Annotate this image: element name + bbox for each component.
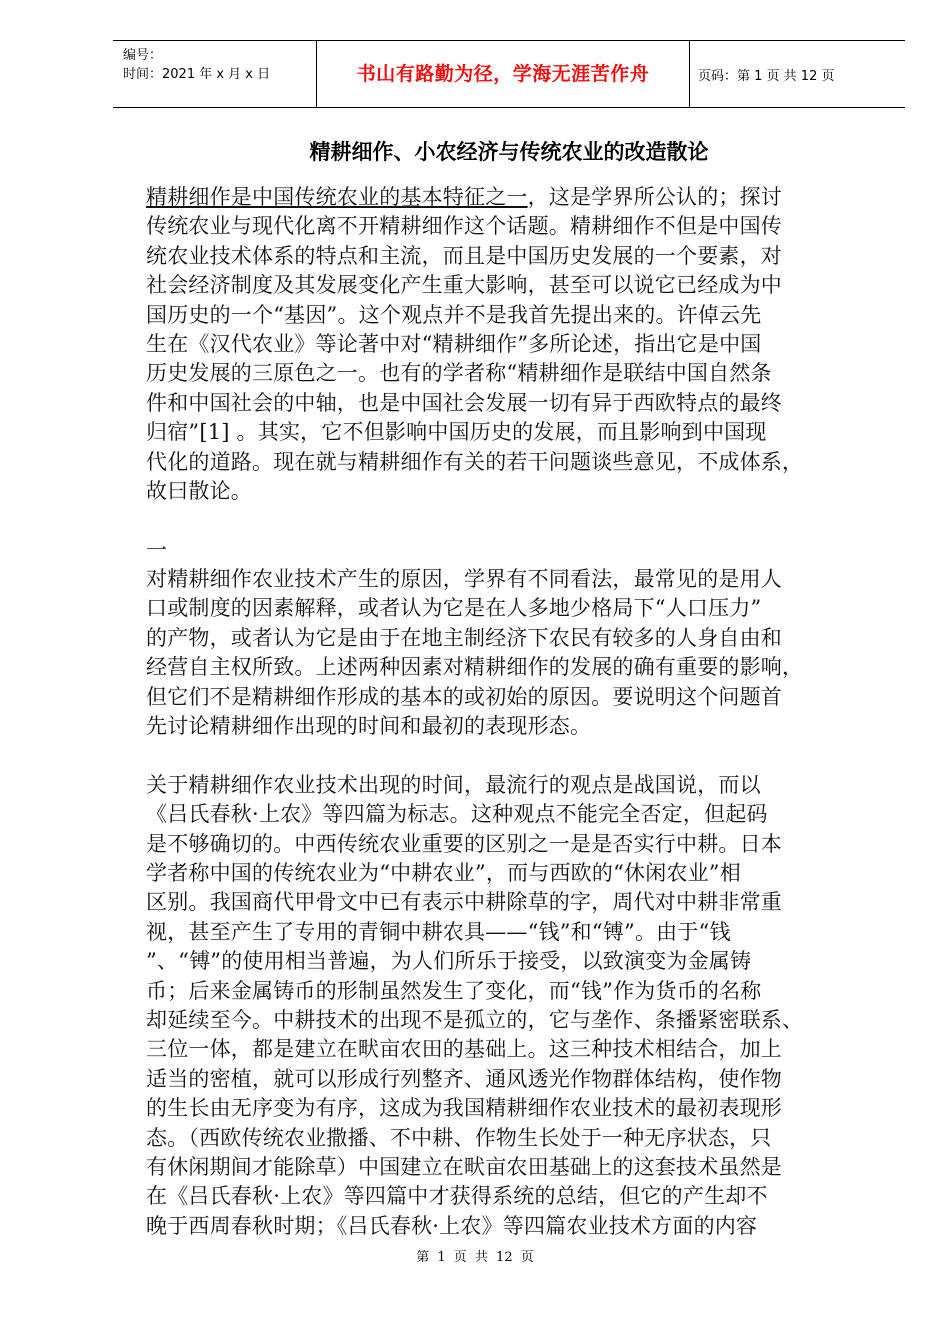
paragraph-3-line: 适当的密植，就可以形成行列整齐、通风透光作物群体结构，使作物 <box>146 1066 782 1091</box>
document-date-label: 时间：2021 年 x 月 x 日 <box>123 67 271 82</box>
paragraph-3-line: 态。（西欧传统农业撒播、不中耕、作物生长处于一种无序状态，只 <box>146 1125 772 1150</box>
paragraph-1-line <box>146 183 866 212</box>
paragraph-1-line: 归宿”[1] 。其实，它不但影响中国历史的发展，而且影响到中国现 <box>146 420 767 445</box>
document-number-label: 编号： <box>123 48 163 63</box>
document-title: 精耕细作、小农经济与传统农业的改造散论 <box>309 140 709 164</box>
paragraph-1-line: 社会经济制度及其发展变化产生重大影响，甚至可以说它已经成为中 <box>146 273 782 298</box>
underlined-lead-text: 精耕细作是中国传统农业的基本特征之一 <box>146 185 528 209</box>
blank-line <box>146 506 866 535</box>
paragraph-3-line: 币；后来金属铸币的形制虽然发生了变化，而“钱”作为货币的名称 <box>146 978 762 1003</box>
page-header <box>113 40 905 108</box>
blank-line <box>146 741 866 770</box>
paragraph-2-line: 口或制度的因素解释，或者认为它是在人多地少格局下“人口压力” <box>146 596 762 621</box>
paragraph-3-line: 三位一体，都是建立在畎亩农田的基础上。这三种技术相结合，加上 <box>146 1037 782 1062</box>
paragraph-3-line: 却延续至今。中耕技术的出现不是孤立的，它与垄作、条播紧密联系、 <box>146 1007 804 1032</box>
header-motto: 书山有路勤为径，学海无涯苦作舟 <box>356 63 650 85</box>
paragraph-2-line: 对精耕细作农业技术产生的原因，学界有不同看法，最常见的是用人 <box>146 567 782 592</box>
paragraph-3-line: 《吕氏春秋·上农》等四篇为标志。这种观点不能完全否定，但起码 <box>146 802 768 827</box>
header-motto-cell <box>316 41 690 107</box>
paragraph-1-line: 件和中国社会的中轴，也是中国社会发展一切有异于西欧特点的最终 <box>146 390 782 415</box>
header-meta-cell <box>113 41 316 107</box>
paragraph-3-line: 区别。我国商代甲骨文中已有表示中耕除草的字，周代对中耕非常重 <box>146 890 782 915</box>
paragraph-1-line: 代化的道路。现在就与精耕细作有关的若干问题谈些意见，不成体系， <box>146 449 804 474</box>
paragraph-1-line: 生在《汉代农业》等论著中对“精耕细作”多所论述，指出它是中国 <box>146 331 762 356</box>
header-page-info: 页码：第 1 页 共 12 页 <box>698 69 835 84</box>
paragraph-2-line: 经营自主权所致。上述两种因素对精耕细作的发展的确有重要的影响， <box>146 655 804 680</box>
paragraph-3-line: ”、“镈”的使用相当普遍，为人们所乐于接受，以致演变为金属铸 <box>146 949 752 974</box>
paragraph-1-line: 传统农业与现代化离不开精耕细作这个话题。精耕细作不但是中国传 <box>146 214 782 239</box>
paragraph-2-line: 但它们不是精耕细作形成的基本的或初始的原因。要说明这个问题首 <box>146 684 782 709</box>
paragraph-3-line: 有休闲期间才能除草）中国建立在畎亩农田基础上的这套技术虽然是 <box>146 1154 782 1179</box>
paragraph-3-line: 在《吕氏春秋·上农》等四篇中才获得系统的总结，但它的产生却不 <box>146 1184 768 1209</box>
paragraph-3-line: 是不够确切的。中西传统农业重要的区别之一是是否实行中耕。日本 <box>146 831 782 856</box>
paragraph-1-line: 历史发展的三原色之一。也有的学者称“精耕细作是联结中国自然条 <box>146 361 772 386</box>
section-number: 一 <box>146 537 168 562</box>
paragraph-2-line: 先讨论精耕细作出现的时间和最初的表现形态。 <box>146 714 592 739</box>
paragraph-2-line: 的产物，或者认为它是由于在地主制经济下农民有较多的人身自由和 <box>146 625 782 650</box>
lead-line-rest: ，这是学界所公认的；探讨 <box>527 185 783 209</box>
paragraph-3-line: 晚于西周春秋时期；《吕氏春秋·上农》等四篇农业技术方面的内容 <box>146 1213 758 1238</box>
document-body <box>146 183 866 1241</box>
paragraph-3-line: 视，甚至产生了专用的青铜中耕农具——“钱”和“镈”。由于“钱 <box>146 919 731 944</box>
paragraph-1-line: 统农业技术体系的特点和主流，而且是中国历史发展的一个要素，对 <box>146 243 782 268</box>
paragraph-1-line: 故曰散论。 <box>146 478 252 503</box>
paragraph-3-line: 关于精耕细作农业技术出现的时间，最流行的观点是战国说，而以 <box>146 772 761 797</box>
paragraph-3-line: 学者称中国的传统农业为“中耕农业”，而与西欧的“休闲农业”相 <box>146 860 741 885</box>
paragraph-1-line: 国历史的一个“基因”。这个观点并不是我首先提出来的。许倬云先 <box>146 302 762 327</box>
header-page-cell <box>690 41 905 107</box>
page-footer: 第 1 页 共 12 页 <box>416 1250 534 1265</box>
paragraph-3-line: 的生长由无序变为有序，这成为我国精耕细作农业技术的最初表现形 <box>146 1096 782 1121</box>
